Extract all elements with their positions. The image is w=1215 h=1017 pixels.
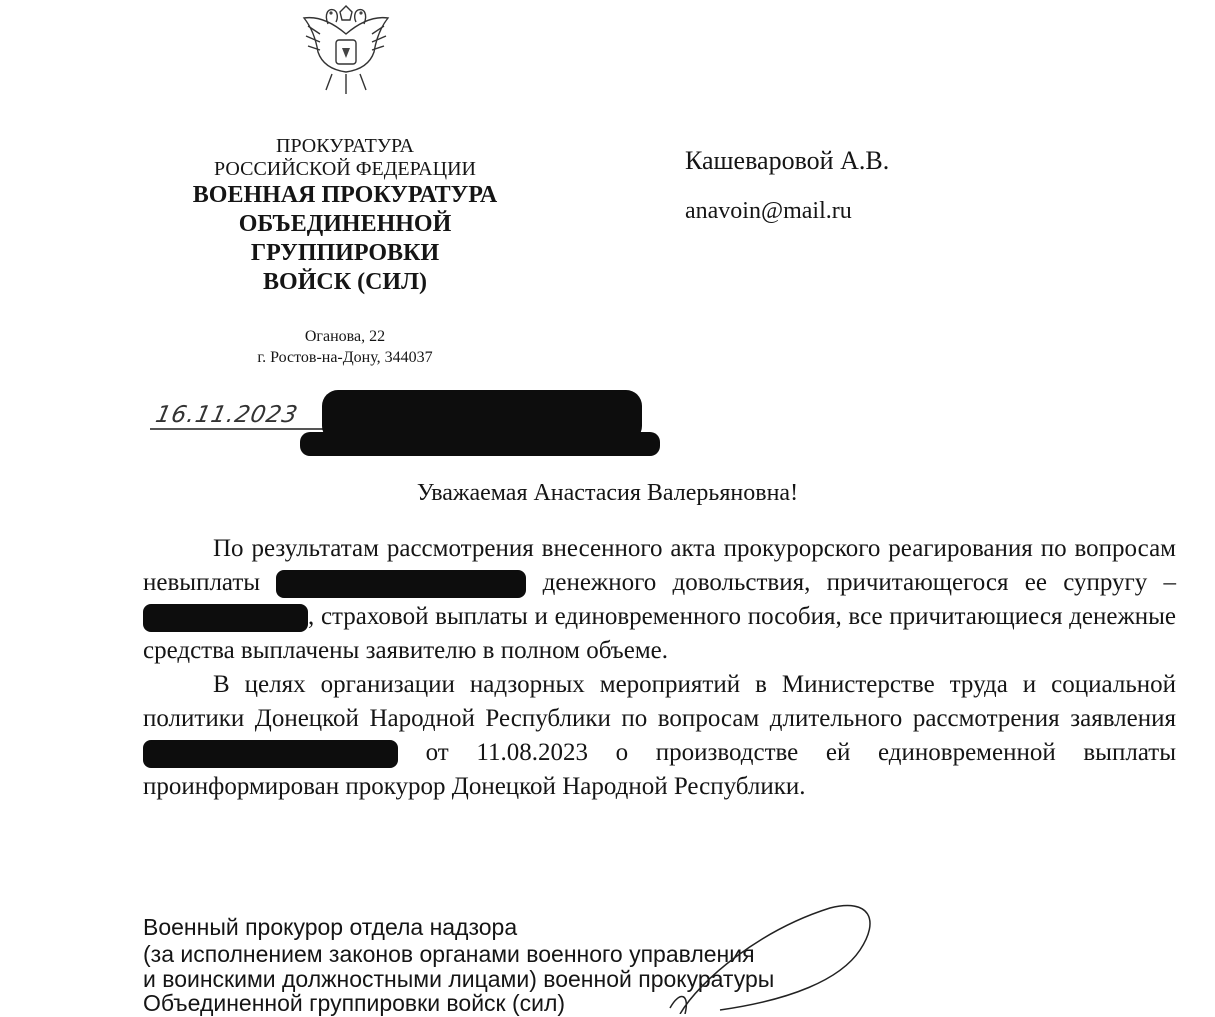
paragraph-1-text: денежного довольствия, причитающегося ее супругу – <box>542 569 1177 596</box>
address-city: г. Ростов-на-Дону, 344037 <box>257 349 433 366</box>
redaction-block <box>276 570 526 598</box>
paragraph-2-text: В целях организации надзорных мероприятий в Министерстве труда и социальной политики Донецкой Народной Республики по вопросам длительного рассмотрения заявления <box>143 671 1176 732</box>
redaction-block <box>143 604 308 632</box>
signature-title-line1: Военный прокурор отдела надзора <box>143 914 518 940</box>
recipient-email: anavoin@mail.ru <box>685 198 852 224</box>
org-bold-line3: ГРУППИРОВКИ <box>250 240 440 266</box>
redaction-block <box>143 740 398 768</box>
greeting: Уважаемая Анастасия Валерьяновна! <box>416 480 799 506</box>
paragraph-2-text: от 11.08.2023 о производстве ей единовременной выплаты проинформирован прокурор Донецкой Народной Республики. <box>143 739 1176 800</box>
org-name-line1: ПРОКУРАТУРА <box>276 135 414 157</box>
recipient-name: Кашеваровой А.В. <box>685 146 890 175</box>
coat-of-arms-emblem <box>298 4 394 104</box>
handwritten-date: 16.11.2023 <box>153 402 301 428</box>
handwritten-signature <box>640 890 880 1014</box>
signature-title-line2: (за исполнением законов органами военного управления <box>143 941 755 967</box>
address-street: Оганова, 22 <box>304 328 386 345</box>
date-underline <box>150 428 340 430</box>
paragraph-2 <box>143 668 1176 804</box>
org-bold-line4: ВОЙСК (СИЛ) <box>263 269 427 295</box>
redaction-block <box>300 432 660 456</box>
signature-title-line4: Объединенной группировки войск (сил) <box>143 990 566 1016</box>
paragraph-1-text: , страховой выплаты и единовременного пособия, все причитающиеся денежные средства выплачены заявителю в полном объеме. <box>143 603 1176 664</box>
org-name-line2: РОССИЙСКОЙ ФЕДЕРАЦИИ <box>214 158 476 180</box>
signature-title-line3: и воинскими должностными лицами) военной прокуратуры <box>143 966 775 992</box>
org-bold-line1: ВОЕННАЯ ПРОКУРАТУРА <box>192 182 498 208</box>
paragraph-1-text: По результатам рассмотрения внесенного акта прокурорского реагирования по вопросам невыплаты <box>143 535 1176 596</box>
paragraph-1 <box>143 532 1176 668</box>
body-text <box>143 532 1176 804</box>
org-bold-line2: ОБЪЕДИНЕННОЙ <box>238 211 452 237</box>
